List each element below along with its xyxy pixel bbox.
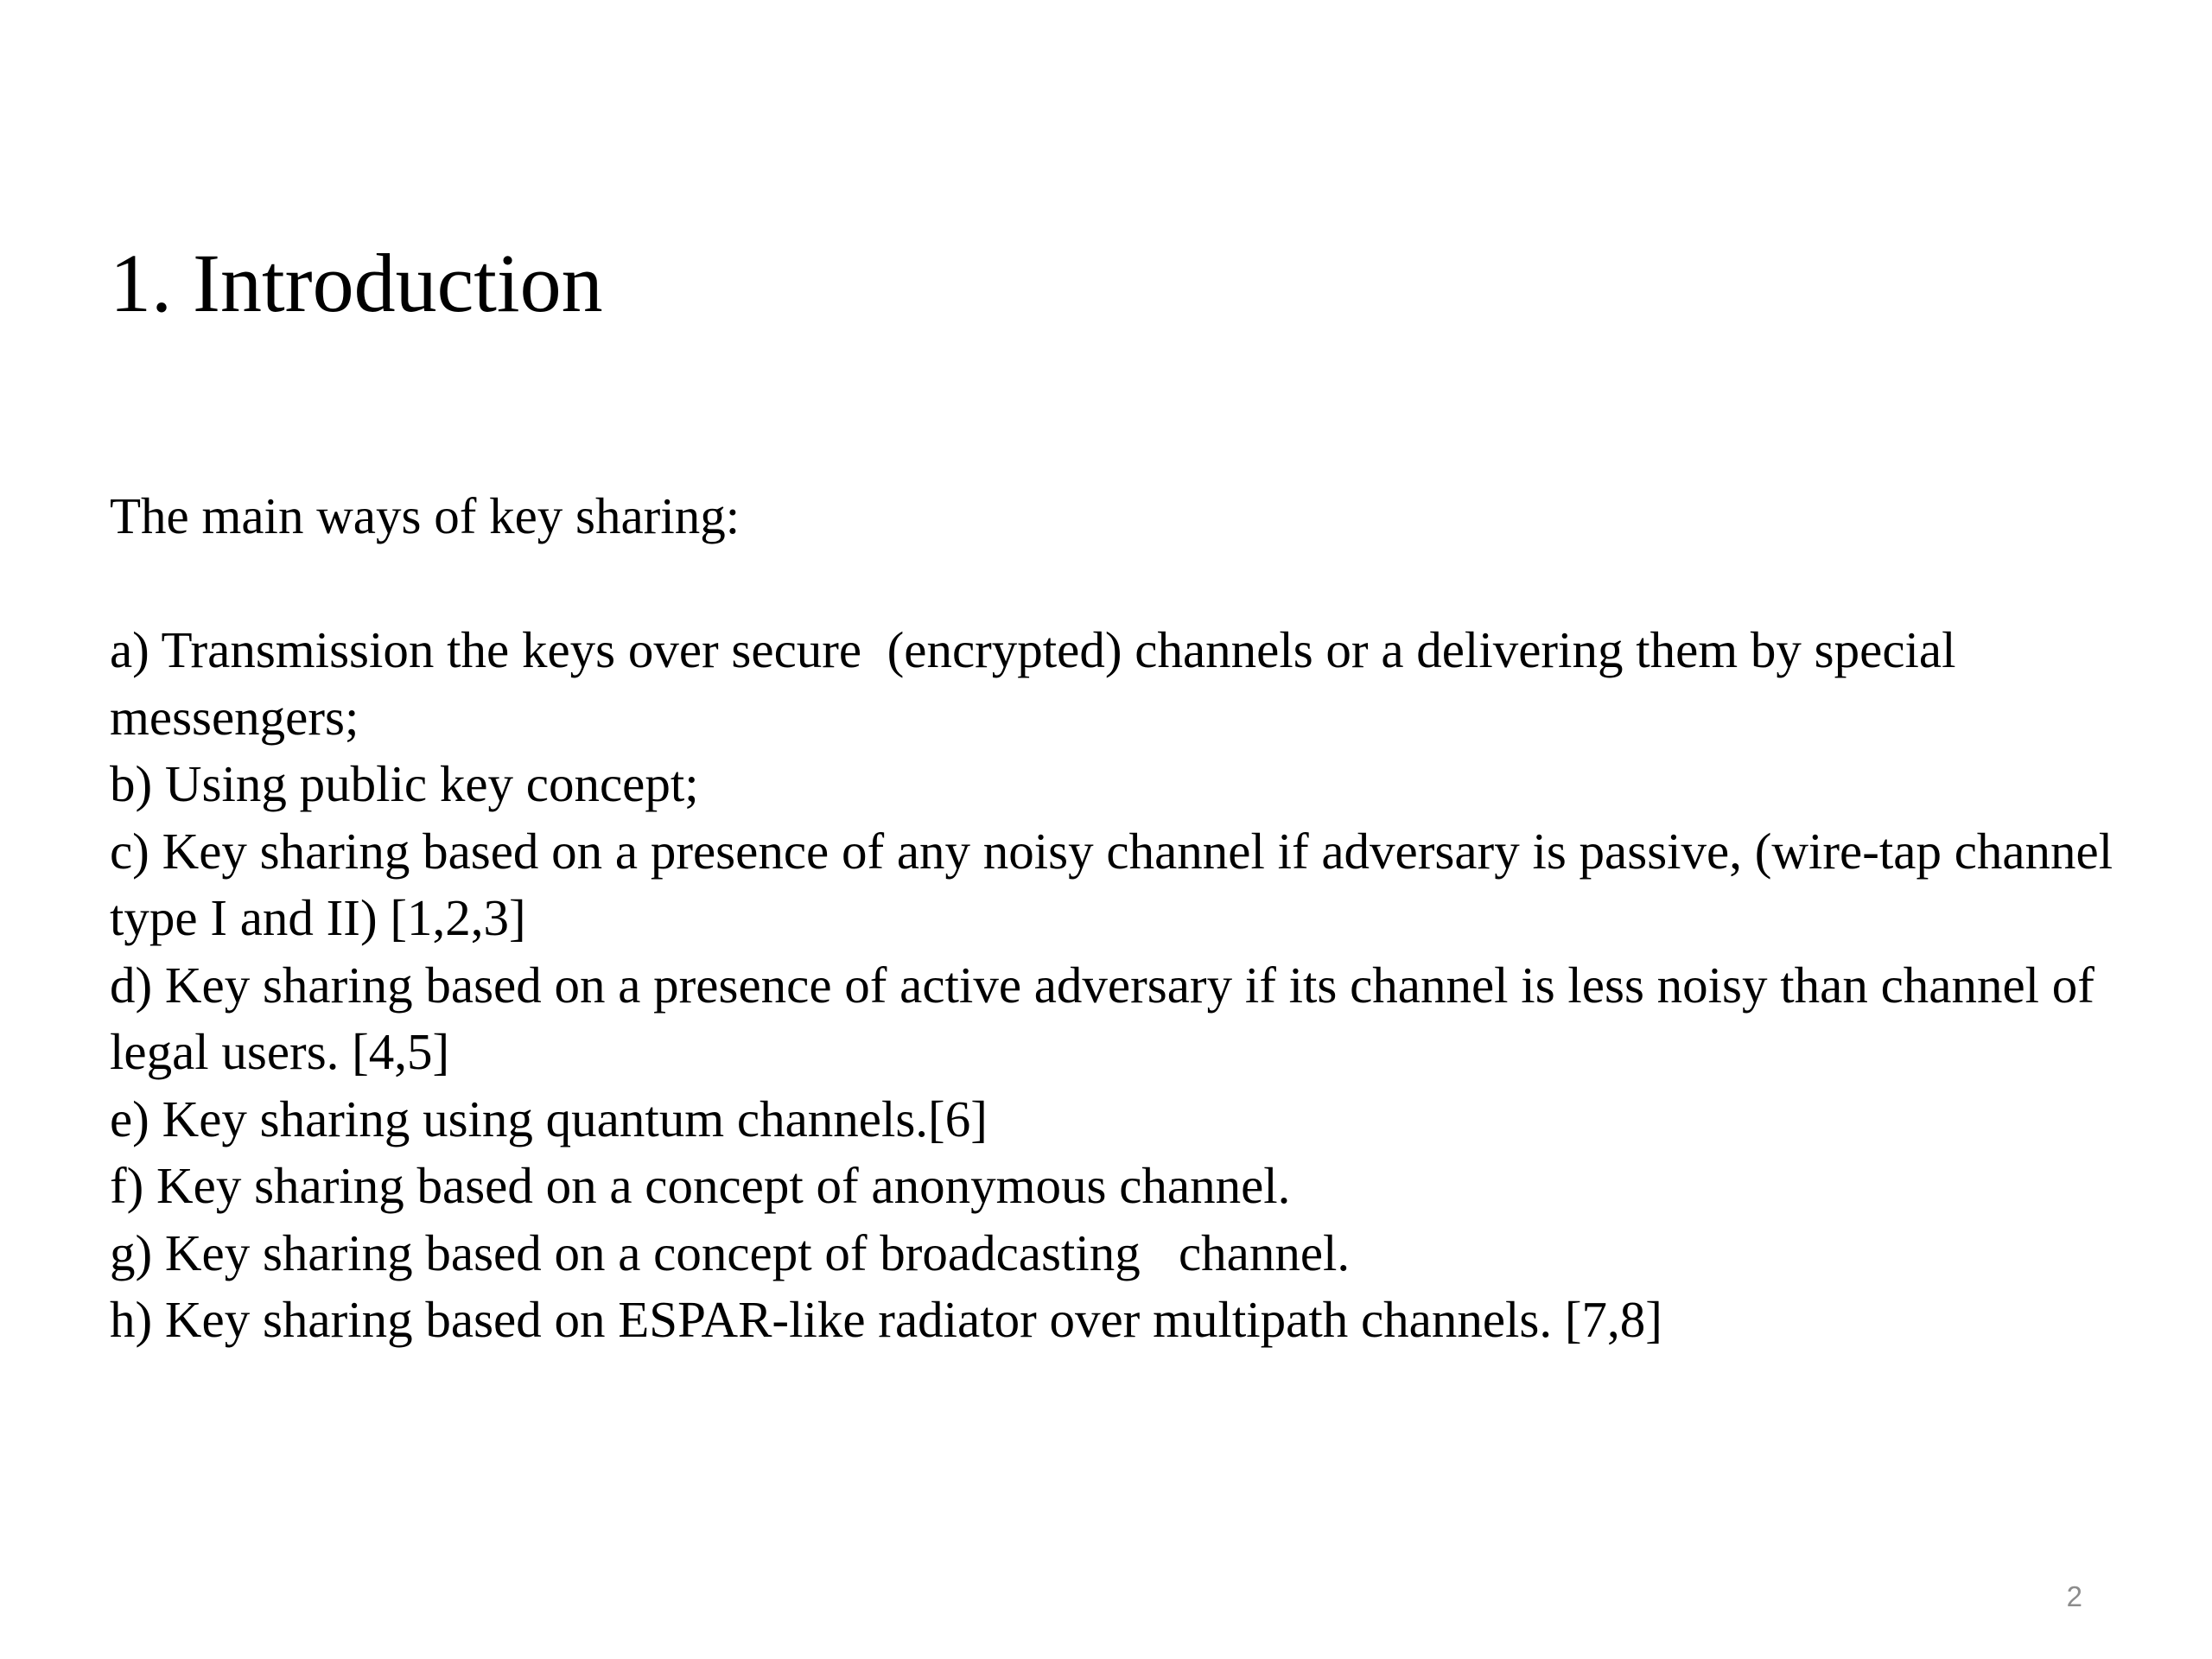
list-item-f: f) Key sharing based on a concept of anonymous channel. [110, 1157, 1291, 1214]
intro-text: The main ways of key sharing: [110, 487, 741, 544]
list-item-d: d) Key sharing based on a presence of active adversary if its channel is less noisy than channel of legal users. [4,5] [110, 956, 2107, 1080]
list-item-b: b) Using public key concept; [110, 755, 699, 812]
list-item-h: h) Key sharing based on ESPAR-like radiator over multipath channels. [7,8] [110, 1291, 1662, 1348]
list-item-e: e) Key sharing using quantum channels.[6] [110, 1090, 988, 1147]
list-item-g: g) Key sharing based on a concept of broadcasting channel. [110, 1224, 1351, 1281]
list-item-a: a) Transmission the keys over secure (encrypted) channels or a delivering them by special messengers; [110, 621, 1969, 746]
list-item-c: c) Key sharing based on a presence of any noisy channel if adversary is passive, (wire-tap channel type I and II) [1,2,3] [110, 822, 2126, 946]
slide-body [110, 483, 2166, 1354]
slide-title: 1. Introduction [110, 237, 603, 329]
page-number: 2 [2066, 1580, 2082, 1612]
